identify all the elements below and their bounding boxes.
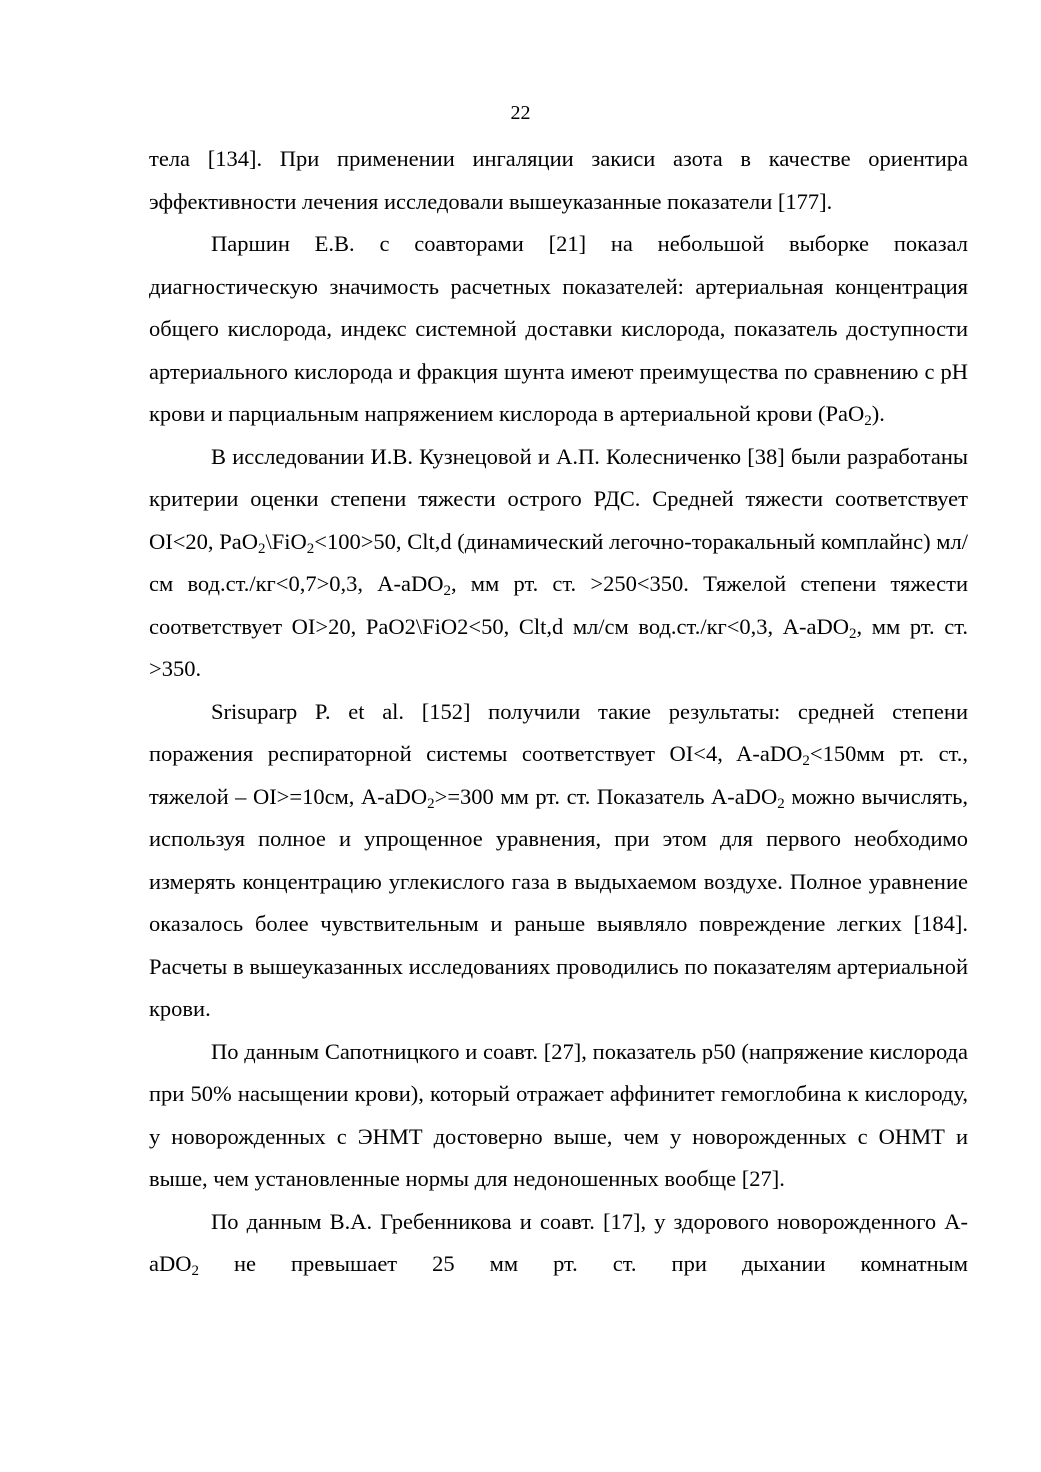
paragraph-srisuparp	[149, 691, 968, 1031]
subscript: 2	[427, 795, 435, 812]
text-run: ).	[871, 401, 885, 426]
text-run: , мм рт. ст. >250<350. Тяжелой степени тяжести соответствует OI>20, PaO2\FiO2<50, Clt,d мл/см вод.ст./кг<0,3, A-aDO	[149, 571, 968, 639]
document-body	[149, 138, 968, 1286]
text-run: не превышает 25 мм рт. ст. при дыхании комнатным	[198, 1251, 968, 1276]
paragraph-grebennikov	[149, 1201, 968, 1286]
text-run: \FiO	[265, 528, 307, 554]
subscript: 2	[306, 540, 315, 557]
text-run: По данным Сапотницкого и соавт. [27], показатель p50 (напряжение кислорода при 50% насыщении крови), который отражает аффинитет гемоглобина к кислороду, у новорожденных с ЭНМТ достоверно выше, чем у новорожденных с ОНМТ и выше, чем установленные нормы для недоношенных вообще [27].	[149, 1038, 968, 1191]
paragraph-continuation	[149, 138, 968, 223]
paragraph-kuznetsova	[149, 436, 968, 691]
text-run: По данным В.А. Гребенникова и соавт. [17], у здорового новорожденного A-aDO	[149, 1208, 968, 1276]
subscript: 2	[258, 540, 266, 557]
subscript: 2	[191, 1263, 199, 1279]
text-run: <150мм рт. ст., тяжелой – OI>=10см, A-aDO	[149, 741, 968, 809]
text-run: В исследовании И.В. Кузнецовой и А.П. Колесниченко [38] были разработаны критерии оценки степени тяжести острого РДС. Средней тяжести соответствует OI<20, PaO	[149, 443, 968, 554]
subscript: 2	[864, 413, 872, 429]
text-run: >=300 мм рт. ст. Показатель A-aDO	[434, 783, 778, 809]
paragraph-sapotnitsky	[149, 1031, 968, 1201]
text-run: Srisuparp P. et al. [152] получили такие результаты: средней степени поражения респираторной системы соответствует OI<4, A-aDO	[149, 698, 968, 766]
subscript: 2	[802, 753, 810, 769]
text-run: тела [134]. При применении ингаляции закиси азота в качестве ориентира эффективности лечения исследовали вышеуказанные показатели [177].	[149, 146, 968, 214]
subscript: 2	[777, 795, 785, 812]
text-run: можно вычислять, используя полное и упрощенное уравнения, при этом для первого необходимо измерять концентрацию углекислого газа в выдыхаемом воздухе. Полное уравнение оказалось более чувствительным и раньше выявляло повреждение легких [184]. Расчеты в вышеуказанных исследованиях проводились по показателям артериальной крови.	[149, 783, 968, 1021]
subscript: 2	[443, 583, 451, 599]
text-run: <100>50, Clt,d (динамический легочно-торакальный комплайнс) мл/см вод.ст./кг<0,7>0,3, A-aDO	[149, 528, 968, 596]
page-number: 22	[510, 102, 531, 124]
paragraph-parshin	[149, 223, 968, 436]
text-run: Паршин Е.В. с соавторами [21] на небольшой выборке показал диагностическую значимость расчетных показателей: артериальная концентрация общего кислорода, индекс системной доставки кислорода, показатель доступности артериального кислорода и фракция шунта имеют преимущества по сравнению с pH крови и парциальным напряжением кислорода в артериальной крови (PaO	[149, 231, 968, 426]
text-run: , мм рт. ст. >350.	[149, 613, 968, 681]
subscript: 2	[849, 625, 857, 642]
